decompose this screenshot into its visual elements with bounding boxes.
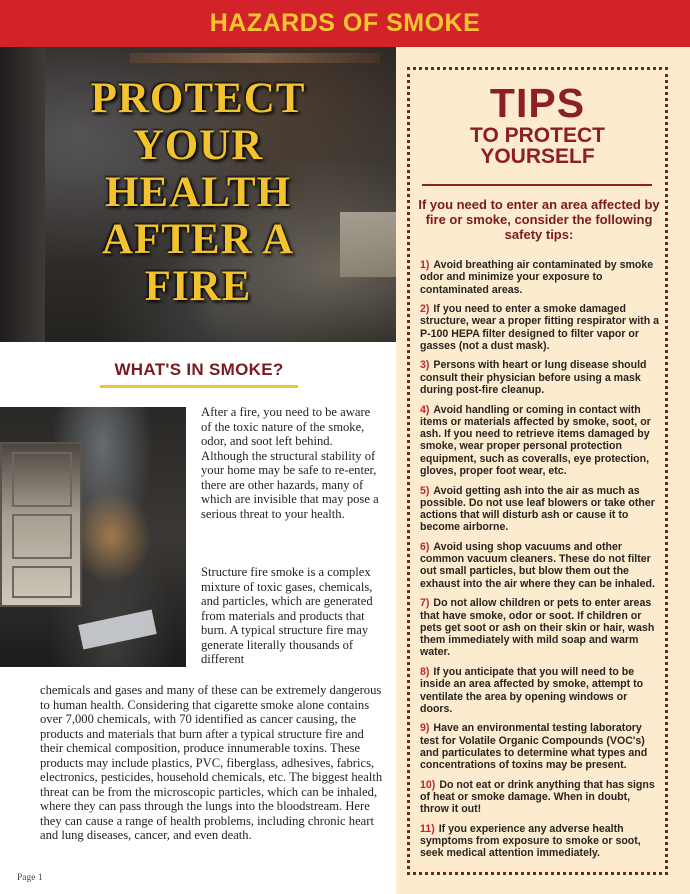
tip-item xyxy=(420,404,660,478)
section-title-underline xyxy=(100,385,298,388)
tip-text: Avoid handling or coming in contact with items or materials affected by smoke, soot, or ash. If you need to retrieve items damaged by smoke, wear proper personal protection equipment, such as coveralls, eye protection, gloves, proper foot wear, etc. xyxy=(420,403,651,478)
tip-item xyxy=(420,823,660,860)
inline-image-burned-door xyxy=(0,407,186,667)
hero-headline xyxy=(0,75,396,310)
headline-line: AFTER A xyxy=(101,216,295,263)
tip-item xyxy=(420,303,660,352)
tips-divider xyxy=(422,184,652,186)
tip-text: If you experience any adverse health symptoms from exposure to smoke or soot, seek medical attention immediately. xyxy=(420,822,641,860)
tip-item xyxy=(420,259,660,296)
tip-text: If you need to enter a smoke damaged structure, wear a proper fitting respirator with a P-100 HEPA filter designed to filter vapor or gasses (not a dust mask). xyxy=(420,303,659,352)
tip-text: Do not allow children or pets to enter areas that have smoke, odor or soot. If children or pets get soot or ash on their skin or hair, wash them immediately with mild soap and warm water. xyxy=(420,597,655,659)
tip-number: 4) xyxy=(420,403,430,416)
photo-door xyxy=(0,442,82,607)
tip-item xyxy=(420,779,660,816)
headline-line: YOUR xyxy=(132,122,264,169)
tips-subtitle-line: YOURSELF xyxy=(480,145,595,168)
tip-number: 9) xyxy=(420,722,430,735)
tip-number: 3) xyxy=(420,359,430,372)
body-paragraph: Structure fire smoke is a complex mixture of toxic gases, chemicals, and particles, which are generated from materials and products that burn. A typical structure fire may generate literally thousands of different xyxy=(201,565,373,666)
body-paragraph: After a fire, you need to be aware of the toxic nature of the smoke, odor, and soot left behind. Although the structural stability of your home may be safe to re-enter, there are other hazards, many of which are invisible that may pose a serious threat to your health. xyxy=(201,405,379,521)
tip-text: Persons with heart or lung disease should consult their physician before using a mask during post-fire cleanup. xyxy=(420,359,647,397)
tip-text: If you anticipate that you will need to be inside an area affected by smoke, attempt to ventilate the area by opening windows or doors. xyxy=(420,665,644,715)
tip-item xyxy=(420,485,660,534)
tips-intro: If you need to enter an area affected by fire or smoke, consider the following safety tips: xyxy=(418,197,660,242)
page-header-title: HAZARDS OF SMOKE xyxy=(209,9,481,37)
header-band xyxy=(0,0,690,47)
tip-item xyxy=(420,722,660,771)
tip-item xyxy=(420,359,660,396)
tip-number: 2) xyxy=(420,303,430,316)
hero-image-ceiling-beam xyxy=(130,53,380,63)
tip-text: Have an environmental testing laboratory test for Volatile Organic Compounds (VOC's) and particulates to determine what types and concentrations of toxins may be present. xyxy=(420,722,648,772)
door-panel xyxy=(12,566,72,598)
tip-item xyxy=(420,597,660,658)
body-paragraph: chemicals and gases and many of these can be extremely dangerous to human health. Considering that cigarette smoke alone contains over 7,000 chemicals, with 70 identified as cancer causing, the products and materials that burn after a typical structure fire and their chemical composition, produce innumerable toxins. These products may include plastics, PVC, fiberglass, adhesives, fabrics, electronics, pesticides, household chemicals, etc. The biggest health threat can be from the microscopic particles, which can be inhaled, where they can pass through the lungs into the bloodstream. Here they can cause a range of health problems, including chronic heart and lung diseases, cancer, and even death. xyxy=(40,683,383,842)
hero-image-burned-room xyxy=(0,47,396,342)
door-panel xyxy=(12,514,72,559)
tip-number: 5) xyxy=(420,484,430,497)
tips-subtitle xyxy=(396,125,679,167)
tips-subtitle-line: TO PROTECT xyxy=(470,124,605,147)
tip-text: Avoid breathing air contaminated by smoke odor and minimize your exposure to contaminated areas. xyxy=(420,259,654,296)
door-panel xyxy=(12,452,72,507)
tips-title: TIPS xyxy=(489,80,586,126)
tip-item xyxy=(420,541,660,590)
photo-papers xyxy=(78,609,157,649)
headline-line: PROTECT xyxy=(90,75,306,122)
tip-item xyxy=(420,666,660,715)
tip-number: 7) xyxy=(420,597,430,610)
tips-panel xyxy=(396,47,690,894)
tip-number: 1) xyxy=(420,259,430,271)
tip-number: 11) xyxy=(420,822,435,835)
tip-text: Do not eat or drink anything that has signs of heat or smoke damage. When in doubt, throw it out! xyxy=(420,778,655,816)
tip-text: Avoid getting ash into the air as much as possible. Do not use leaf blowers or take other actions that will disturb ash or cause it to become airborne. xyxy=(420,484,655,534)
tip-number: 8) xyxy=(420,665,430,678)
page-number: Page 1 xyxy=(17,873,43,883)
tip-number: 10) xyxy=(420,778,436,791)
headline-line: FIRE xyxy=(144,263,252,310)
tip-text: Avoid using shop vacuums and other common vacuum cleaners. These do not filter out small particles, but blow them out the exhaust into the air where they can be inhaled. xyxy=(420,540,655,590)
section-title: WHAT'S IN SMOKE? xyxy=(114,360,284,379)
headline-line: HEALTH xyxy=(104,169,292,216)
tips-list xyxy=(420,259,660,867)
tip-number: 6) xyxy=(420,540,430,553)
